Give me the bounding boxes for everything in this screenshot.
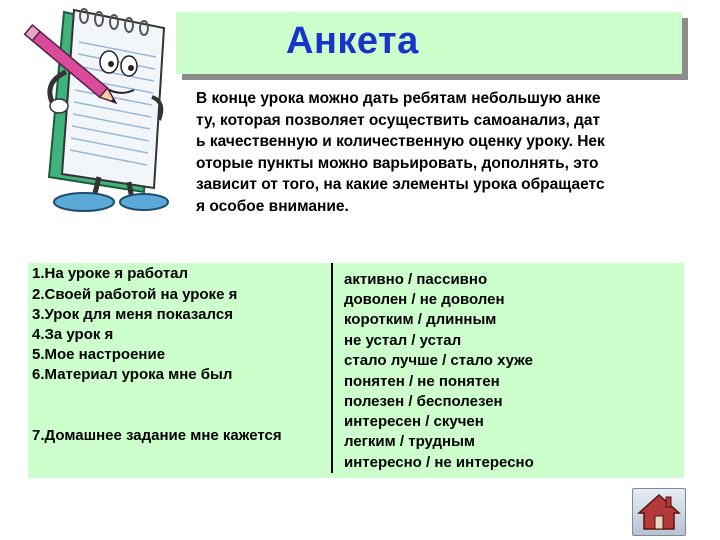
intro-line: оторые пункты можно варьировать, дополнять, это [196, 154, 599, 172]
home-icon [633, 489, 685, 535]
answer-item: доволен / не доволен [344, 291, 505, 308]
intro-paragraph [196, 88, 678, 217]
intro-line: В конце урока можно дать ребятам небольшую анке [196, 90, 601, 107]
question-item: 1.На уроке я работал [32, 265, 189, 282]
intro-line: ту, которая позволяет осуществить самоанализ, дат [196, 111, 601, 129]
question-item: 4.За урок я [32, 326, 114, 343]
answer-item: интересен / скучен [344, 413, 484, 430]
notebook-character-icon [4, 2, 174, 220]
questionnaire-table [28, 263, 684, 478]
answer-item: коротким / длинным [344, 311, 497, 328]
question-item: 6.Материал урока мне был [32, 366, 233, 383]
home-button[interactable] [632, 488, 686, 536]
page-title: Анкета [286, 20, 419, 62]
answer-item: интересно / не интересно [344, 454, 534, 471]
question-item: 7.Домашнее задание мне кажется [32, 427, 282, 444]
answer-item: стало лучше / стало хуже [344, 352, 533, 369]
answer-item: не устал / устал [344, 332, 462, 349]
question-item: 5.Мое настроение [32, 346, 166, 363]
intro-line: зависит от того, на какие элементы урока обращаетс [196, 176, 605, 193]
answer-item: активно / пассивно [344, 271, 488, 288]
column-divider [331, 263, 333, 473]
title-bar [176, 12, 682, 74]
intro-line: ь качественную и количественную оценку уроку. Нек [196, 133, 605, 150]
answer-item: понятен / не понятен [344, 373, 500, 390]
answer-item: полезен / бесполезен [344, 393, 503, 410]
intro-line: я особое внимание. [196, 197, 349, 215]
answer-item: легким / трудным [344, 433, 476, 450]
question-item: 3.Урок для меня показался [32, 306, 233, 323]
question-item: 2.Своей работой на уроке я [32, 286, 238, 303]
